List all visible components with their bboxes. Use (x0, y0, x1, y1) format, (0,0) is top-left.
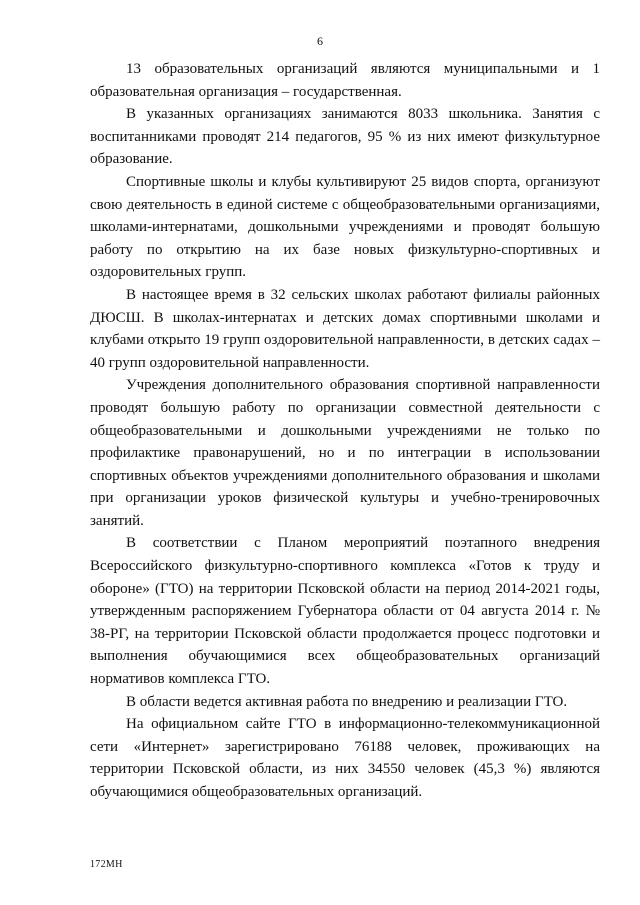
page-number: 6 (317, 34, 323, 48)
paragraph-additional-education: Учреждения дополнительного образования спортивной направленности проводят большую работу по организации совместной деятельности с общеобразовательными и дошкольными учреждениями не только по профилактике правонарушений, но и по интеграции в использовании спортивных объектов учреждениями дополнительного образования и школами при организации уроков физической культуры и учебно-тренировочных занятий. (90, 377, 600, 529)
paragraph-gto-implementation: В области ведется активная работа по внедрению и реализации ГТО. (126, 693, 568, 710)
document-body (90, 58, 600, 804)
paragraph-gto-registration: На официальном сайте ГТО в информационно-телекоммуникационной сети «Интернет» зарегистрировано 76188 человек, проживающих на территории Псковской области, из них 34550 человек (45,3 %) являются обучающимися общеобразовательных организаций. (90, 716, 600, 800)
document-code: 172МН (90, 859, 123, 870)
paragraph-rural-branches: В настоящее время в 32 сельских школах работают филиалы районных ДЮСШ. В школах-интернатах и детских домах спортивными школами и клубами открыто 19 групп оздоровительной направленности, в детских садах – 40 групп оздоровительной направленности. (90, 286, 600, 371)
paragraph-students-teachers: В указанных организациях занимаются 8033 школьника. Занятия с воспитанниками проводят 214 педагогов, 95 % из них имеют физкультурное образование. (90, 106, 600, 168)
paragraph-gto-plan: В соответствии с Планом мероприятий поэтапного внедрения Всероссийского физкультурно-спортивного комплекса «Готов к труду и обороне» (ГТО) на территории Псковской области на период 2014-2021 годы, утвержденным распоряжением Губернатора области от 04 августа 2014 г. № 38-РГ, на территории Псковской области продолжается процесс подготовки и выполнения обучающимися всех общеобразовательных организаций нормативов комплекса ГТО. (90, 535, 600, 688)
paragraph-sports-schools: Спортивные школы и клубы культивируют 25 видов спорта, организуют свою деятельность в единой системе с общеобразовательными организациями, школами-интернатами, дошкольными учреждениями и проводят большую работу по открытию на их базе новых физкультурно-спортивных и оздоровительных групп. (90, 173, 600, 281)
paragraph-organizations-status: 13 образовательных организаций являются муниципальными и 1 образовательная организация – государственная. (90, 61, 600, 100)
